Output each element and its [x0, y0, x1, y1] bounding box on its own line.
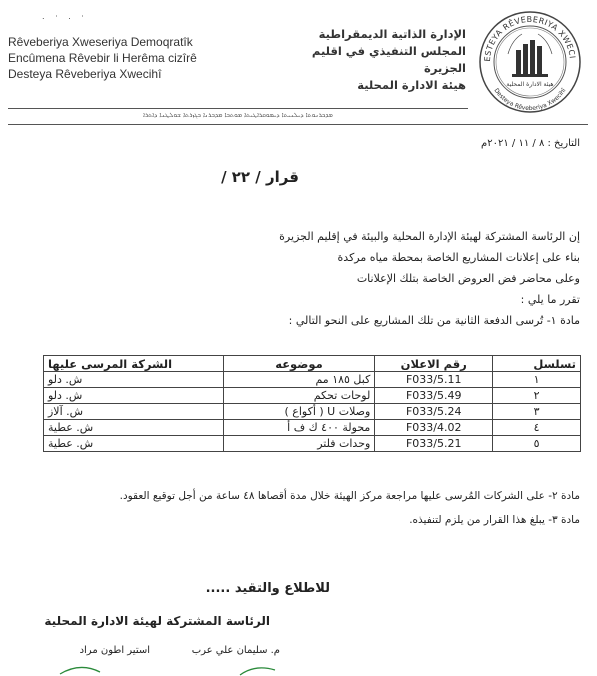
table-row — [44, 388, 581, 404]
arabic-header-line-3: هيئة الادارة المحلية — [357, 78, 466, 92]
cell-subject: كبل ١٨٥ مم — [223, 372, 375, 388]
table-row — [44, 420, 581, 436]
decision-body — [200, 230, 580, 335]
arabic-header — [270, 26, 466, 94]
cell-announcement-no: F033/5.21 — [375, 436, 493, 452]
logo-top-text: ESTEYA RÊVEBERIYA XWECI — [482, 14, 577, 62]
header-serial: تسلسل — [493, 356, 581, 372]
cell-serial: ٢ — [493, 388, 581, 404]
latin-header — [8, 34, 238, 82]
header-rule-top — [8, 108, 468, 109]
cell-announcement-no: F033/5.11 — [375, 372, 493, 388]
organization-logo — [478, 10, 582, 114]
table-row — [44, 404, 581, 420]
awards-table — [43, 355, 581, 452]
cell-subject: وحدات فلتر — [223, 436, 375, 452]
table-row — [44, 436, 581, 452]
header-announcement-no: رقم الاعلان — [375, 356, 493, 372]
awards-table-wrap — [43, 355, 581, 452]
syriac-header-strip: ܡܕܒܪܢܘܬܐ ܕܝܠܢܝܬܐ ܕܝܡܘܩܪܐܛܝܬܐ ܡܘܬܒܐ ܡܕܒܪܢܐ ܒܓܙܪܬܐ ܫܘܠܛܢܐ ܕܐܬܪܐ — [143, 111, 333, 119]
cell-company: ش. عطية — [44, 420, 224, 436]
signatory-2: استير اطون مراد — [79, 645, 150, 656]
article-2: مادة ٢- على الشركات المُرسى عليها مراجعة مركز الهيئة خلال مدة أقصاها ٤٨ ساعة من أجل توقيع العقود. — [119, 490, 580, 502]
latin-header-line-3: Desteya Rêveberiya Xwecihî — [8, 67, 162, 81]
preamble-line: إن الرئاسة المشتركة لهيئة الإدارة المحلية والبيئة في إقليم الجزيرة — [279, 230, 580, 243]
cell-announcement-no: F033/5.49 — [375, 388, 493, 404]
cell-serial: ٥ — [493, 436, 581, 452]
table-header-row — [44, 356, 581, 372]
cell-company: ش. آلاز — [44, 404, 224, 420]
cell-serial: ٤ — [493, 420, 581, 436]
cell-subject: وصلات U ( أكواع ) — [223, 404, 375, 420]
scan-specks: . · . · — [42, 12, 88, 21]
cell-serial: ٣ — [493, 404, 581, 420]
header-company: الشركة المرسى عليها — [44, 356, 224, 372]
cell-announcement-no: F033/4.02 — [375, 420, 493, 436]
latin-header-line-1: Rêveberiya Xweseriya Demoqratîk — [8, 35, 193, 49]
arabic-header-line-1: الإدارة الذاتية الديمقراطية — [318, 27, 466, 41]
based-on-line: بناء على إعلانات المشاريع الخاصة بمحطة مياه مركدة — [337, 251, 580, 264]
table-row — [44, 372, 581, 388]
signatory-1: م. سليمان علي عرب — [191, 645, 280, 656]
cell-company: ش. دلو — [44, 388, 224, 404]
cell-company: ش. عطية — [44, 436, 224, 452]
logo-bottom-text: Desteya Rêveberiya Xwecihî — [492, 87, 568, 113]
header-rule-bottom — [8, 124, 588, 125]
cell-announcement-no: F033/5.24 — [375, 404, 493, 420]
signature-title: الرئاسة المشتركة لهيئة الادارة المحلية — [44, 614, 270, 628]
logo-inner-text: هيئة الادارة المحلية — [506, 81, 554, 88]
cell-serial: ١ — [493, 372, 581, 388]
latin-header-line-2: Encûmena Rêvebir li Herêma cizîrê — [8, 51, 197, 65]
decided-line: تقرر ما يلي : — [520, 293, 580, 306]
document-date: التاريخ : ٨ / ١١ / ٢٠٢١م — [481, 138, 580, 149]
article-3: مادة ٣- يبلغ هذا القرار من يلزم لتنفيذه. — [409, 514, 580, 526]
article-1-line: مادة ١- تُرسى الدفعة الثانية من تلك المشاريع على النحو التالي : — [288, 314, 580, 327]
cell-subject: لوحات تحكم — [223, 388, 375, 404]
decision-title: قرار / ٢٢ / — [221, 168, 299, 186]
minutes-line: وعلى محاضر فض العروض الخاصة بتلك الإعلانات — [356, 272, 580, 285]
arabic-header-line-2: المجلس التنفيذي في اقليم الجزيرة — [311, 44, 466, 75]
cell-subject: محولة ٤٠٠ ك ف أ — [223, 420, 375, 436]
header-subject: موضوعه — [223, 356, 375, 372]
cell-company: ش. دلو — [44, 372, 224, 388]
for-information-line: للاطلاع والتقيد ..... — [205, 581, 330, 596]
handwritten-signatures — [40, 660, 280, 676]
